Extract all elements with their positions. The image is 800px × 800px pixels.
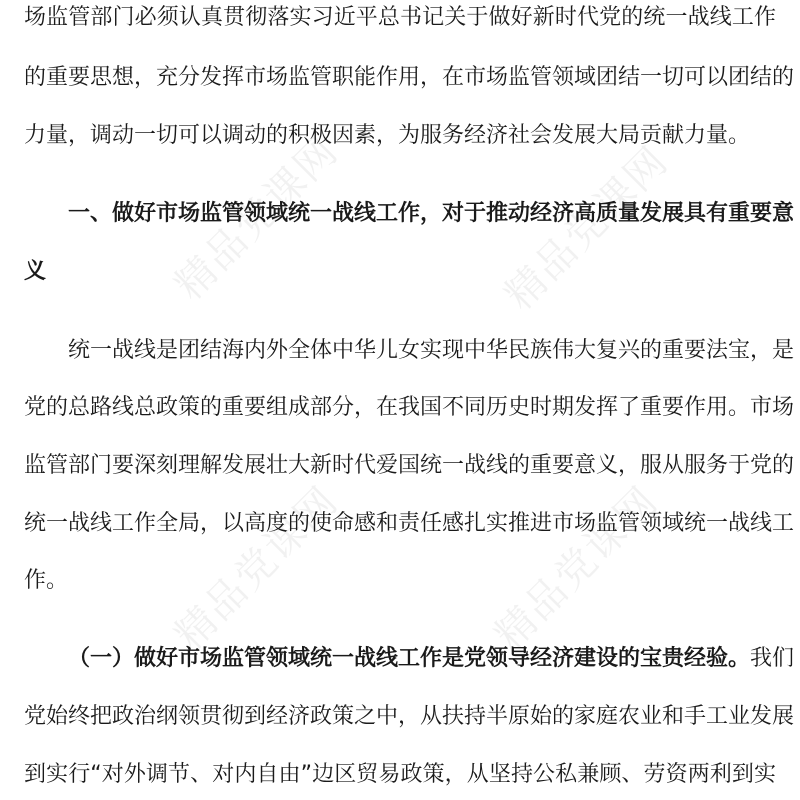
intro-line: 场监管部门必须认真贯彻落实习近平总书记关于做好新时代党的统一战线工作	[24, 5, 776, 30]
section-heading: 一、做好市场监管领域统一战线工作，对于推动经济高质量发展具有重要意	[68, 201, 795, 226]
paragraph-line: 党始终把政治纲领贯彻到经济政策之中，从扶持半原始的家庭农业和手工业发展	[24, 704, 795, 729]
intro-line: 力量，调动一切可以调动的积极因素，为服务经济社会发展大局贡献力量。	[24, 123, 751, 148]
paragraph-line: 统一战线工作全局，以高度的使命感和责任感扎实推进市场监管领域统一战线工	[24, 511, 795, 536]
watermark: 精品党课网	[166, 477, 348, 659]
paragraph-line: 统一战线是团结海内外全体中华儿女实现中华民族伟大复兴的重要法宝，是	[68, 338, 795, 363]
paragraph-line: 作。	[24, 568, 69, 593]
watermark: 精品党课网	[166, 127, 348, 309]
paragraph-line: 到实行“对外调节、对内自由”边区贸易政策，从坚持公私兼顾、劳资两利到实	[24, 762, 776, 787]
paragraph-line: 监管部门要深刻理解发展壮大新时代爱国统一战线的重要意义，服从服务于党的	[24, 453, 795, 478]
subheading-rest: 我们	[750, 646, 795, 671]
paragraph-line: 党的总路线总政策的重要组成部分，在我国不同历史时期发挥了重要作用。市场	[24, 395, 795, 420]
section-heading: 义	[24, 259, 47, 284]
watermark: 精品党课网	[486, 477, 668, 659]
subheading-bold: （一）做好市场监管领域统一战线工作是党领导经济建设的宝贵经验。	[68, 646, 751, 671]
watermark: 精品党课网	[496, 137, 678, 319]
subheading-line	[68, 644, 795, 674]
intro-line: 的重要思想，充分发挥市场监管职能作用，在市场监管领域团结一切可以团结的	[24, 65, 795, 90]
